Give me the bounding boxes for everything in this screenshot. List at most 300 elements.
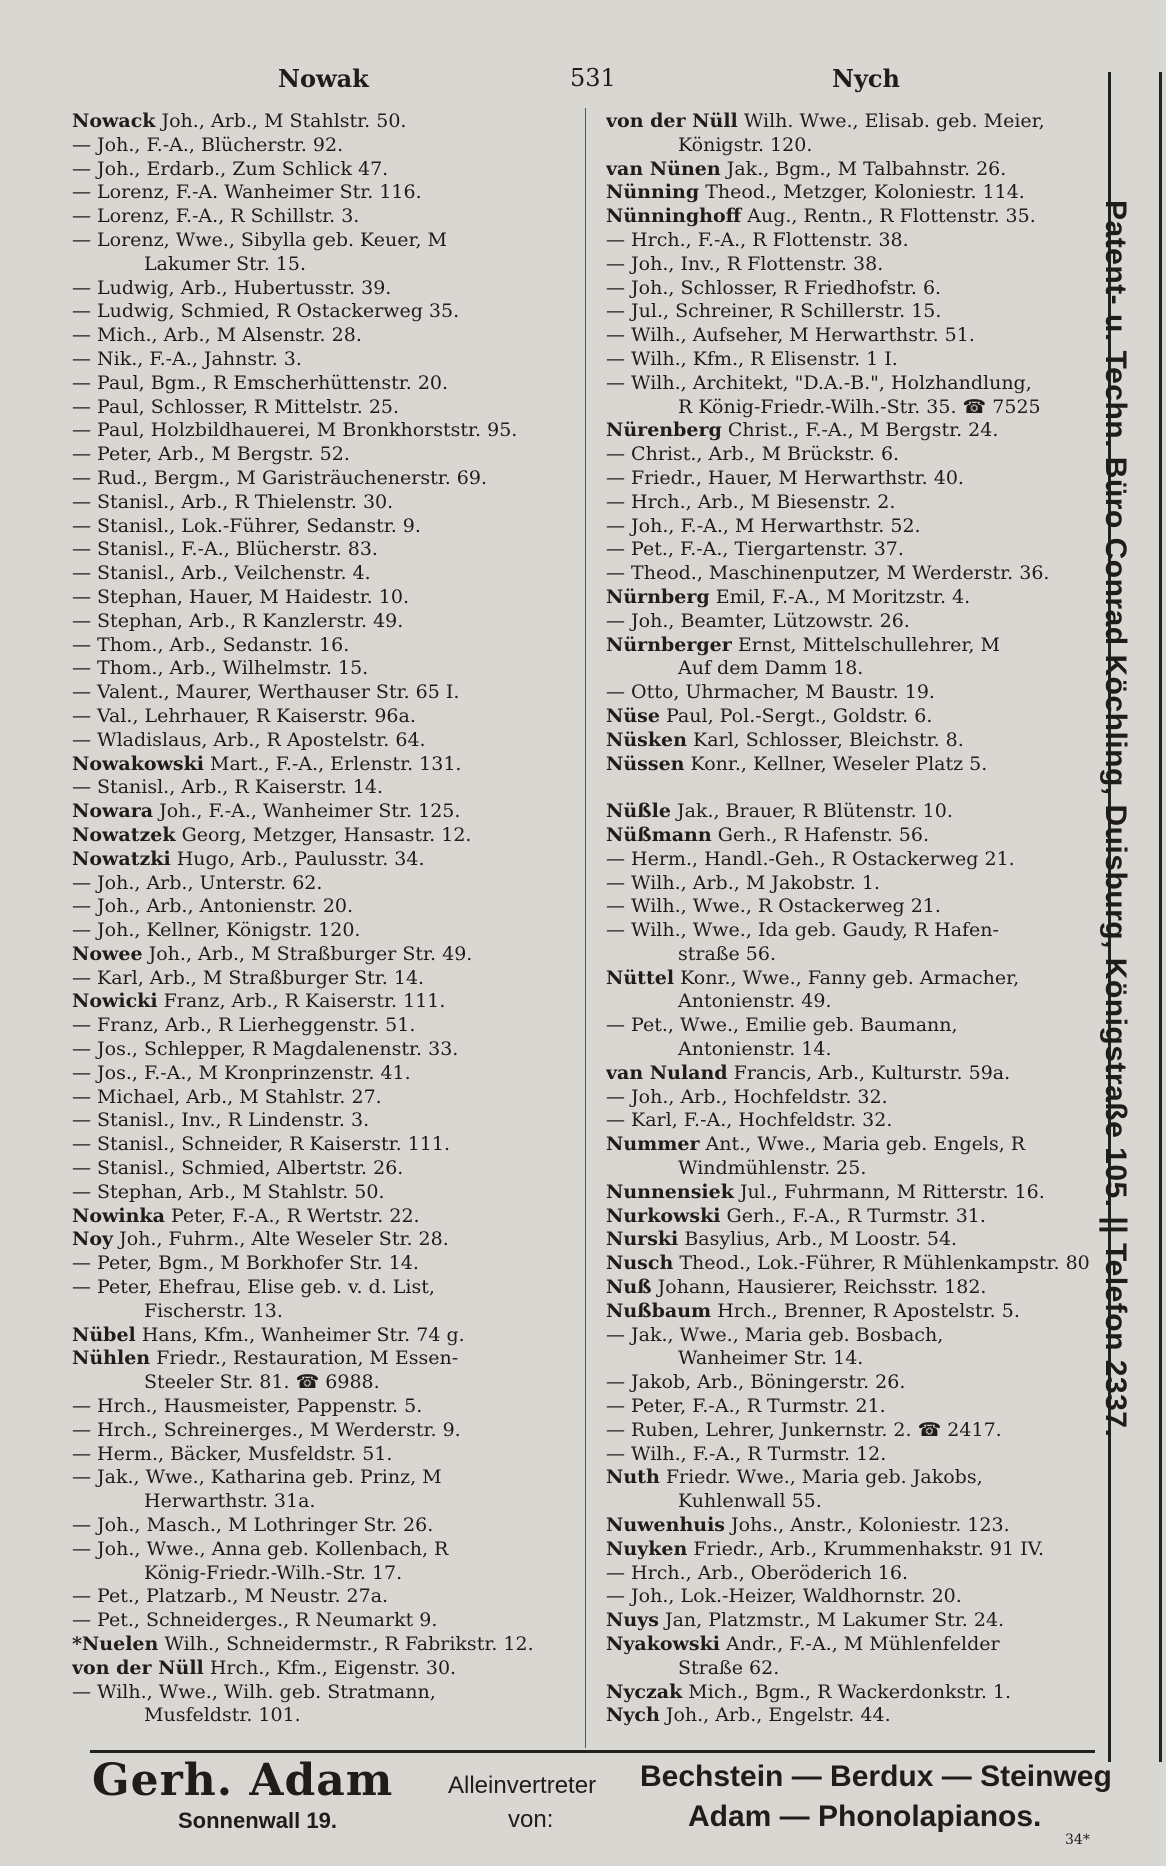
right-column: [606, 110, 1106, 1735]
directory-entry: [606, 1538, 1106, 1562]
directory-entry: [606, 753, 1106, 777]
footer-ad-brands: Bechstein — Berdux — Steinweg: [640, 1760, 1112, 1793]
entry-text: Königstr. 120.: [678, 133, 813, 156]
entry-text: — Joh., Beamter, Lützowstr. 26.: [606, 609, 910, 632]
entry-text: — Herm., Handl.-Geh., R Ostackerweg 21.: [606, 847, 1015, 870]
entry-text: — Stanisl., Schmied, Albertstr. 26.: [72, 1157, 404, 1180]
directory-entry: [606, 1490, 1106, 1514]
entry-text: — Lorenz, Wwe., Sibylla geb. Keuer, M: [72, 228, 447, 251]
entry-surname: Nuyken: [606, 1537, 688, 1560]
directory-entry: [606, 1633, 1106, 1657]
entry-text: — Karl, F.-A., Hochfeldstr. 32.: [606, 1109, 893, 1132]
directory-entry: [72, 1443, 577, 1467]
entry-text: Jan, Platzmstr., M Lakumer Str. 24.: [664, 1609, 1005, 1632]
entry-text: Kuhlenwall 55.: [678, 1490, 822, 1513]
directory-entry: [72, 1324, 577, 1348]
directory-entry: [606, 872, 1106, 896]
directory-entry: [606, 586, 1106, 610]
entry-text: Basylius, Arb., M Loostr. 54.: [684, 1228, 958, 1251]
entry-text: Jak., Bgm., M Talbahnstr. 26.: [726, 157, 1007, 180]
entry-text: Peter, F.-A., R Wertstr. 22.: [170, 1204, 420, 1227]
entry-text: — Thom., Arb., Sedanstr. 16.: [72, 633, 350, 656]
entry-text: — Stanisl., Arb., Veilchenstr. 4.: [72, 562, 371, 585]
directory-entry: [606, 491, 1106, 515]
directory-entry: [72, 1157, 577, 1181]
directory-entry: [606, 1443, 1106, 1467]
directory-entry: [606, 1395, 1106, 1419]
directory-entry: [72, 1657, 577, 1681]
entry-text: Franz, Arb., R Kaiserstr. 111.: [163, 990, 446, 1013]
entry-text: — Peter, Bgm., M Borkhofer Str. 14.: [72, 1252, 419, 1275]
directory-entry: [72, 705, 577, 729]
directory-entry: [606, 634, 1106, 658]
entry-text: — Valent., Maurer, Werthauser Str. 65 I.: [72, 681, 460, 704]
entry-text: — Joh., Schlosser, R Friedhofstr. 6.: [606, 276, 942, 299]
entry-text: — Joh., Wwe., Anna geb. Kollenbach, R: [72, 1537, 449, 1560]
entry-text: Aug., Rentn., R Flottenstr. 35.: [747, 205, 1036, 228]
directory-entry: [606, 729, 1106, 753]
entry-text: Andr., F.-A., M Mühlenfelder: [726, 1633, 1000, 1655]
directory-entry: [606, 895, 1106, 919]
entry-text: — Stanisl., Arb., R Kaiserstr. 14.: [72, 776, 384, 799]
directory-entry: [72, 776, 577, 800]
entry-text: — Stanisl., Arb., R Thielenstr. 30.: [72, 490, 394, 513]
entry-text: Musfeldstr. 101.: [144, 1704, 301, 1727]
entry-text: — Pet., Schneiderges., R Neumarkt 9.: [72, 1609, 438, 1632]
directory-entry: [72, 681, 577, 705]
directory-entry: [606, 1181, 1106, 1205]
directory-entry: [72, 1205, 577, 1229]
entry-surname: Nowinka: [72, 1204, 165, 1227]
directory-entry: [72, 1395, 577, 1419]
directory-entry: [72, 538, 577, 562]
entry-surname: Nuth: [606, 1466, 660, 1489]
directory-entry: [72, 1633, 577, 1657]
entry-surname: Nyakowski: [606, 1633, 720, 1655]
directory-entry: [606, 1038, 1106, 1062]
footer-ad-address: Sonnenwall 19.: [178, 1808, 337, 1833]
entry-text: Gerh., R Hafenstr. 56.: [717, 823, 930, 846]
entry-text: Paul, Pol.-Sergt., Goldstr. 6.: [666, 704, 933, 727]
directory-entry: [606, 1205, 1106, 1229]
entry-surname: Nurkowski: [606, 1204, 721, 1227]
entry-text: Joh., Arb., Engelstr. 44.: [665, 1704, 891, 1727]
entry-text: — Joh., F.-A., Blücherstr. 92.: [72, 133, 344, 156]
entry-text: — Theod., Maschinenputzer, M Werderstr. 36.: [606, 562, 1050, 585]
entry-surname: Nürenberg: [606, 419, 722, 442]
entry-text: — Wilh., Arb., M Jakobstr. 1.: [606, 871, 880, 894]
entry-text: Karl, Schlosser, Bleichstr. 8.: [693, 728, 964, 751]
directory-entry: [72, 1347, 577, 1371]
entry-text: Joh., Arb., M Straßburger Str. 49.: [148, 942, 473, 965]
directory-entry: [606, 348, 1106, 372]
entry-text: Emil, F.-A., M Moritzstr. 4.: [715, 585, 971, 608]
directory-entry: [72, 181, 577, 205]
entry-text: Konr., Kellner, Weseler Platz 5.: [690, 752, 988, 775]
entry-text: Ernst, Mittelschullehrer, M: [737, 633, 1000, 656]
entry-text: — Christ., Arb., M Brückstr. 6.: [606, 443, 900, 466]
page-number: 531: [570, 64, 616, 92]
entry-text: Antonienstr. 49.: [678, 990, 832, 1013]
directory-entry: [606, 1419, 1106, 1443]
entry-text: — Ludwig, Schmied, R Ostackerweg 35.: [72, 300, 460, 323]
entry-text: Theod., Lok.-Führer, R Mühlenkampstr. 80: [679, 1252, 1090, 1275]
entry-text: [606, 776, 612, 798]
directory-entry: [606, 324, 1106, 348]
directory-entry: [606, 110, 1106, 134]
directory-entry: [72, 1133, 577, 1157]
directory-entry: [72, 753, 577, 777]
entry-surname: Nürnberger: [606, 633, 732, 656]
entry-text: — Jos., Schlepper, R Magdalenenstr. 33.: [72, 1038, 459, 1061]
entry-text: Mich., Bgm., R Wackerdonkstr. 1.: [688, 1680, 1012, 1703]
entry-text: straße 56.: [678, 942, 776, 965]
directory-entry: [606, 800, 1106, 824]
entry-text: Christ., F.-A., M Bergstr. 24.: [727, 419, 999, 442]
entry-text: Herwarthstr. 31a.: [144, 1490, 316, 1513]
entry-surname: van Nünen: [606, 157, 721, 180]
entry-text: — Hrch., Arb., Oberöderich 16.: [606, 1561, 908, 1584]
directory-entry: [72, 1014, 577, 1038]
directory-entry: [72, 1490, 577, 1514]
entry-surname: Nuys: [606, 1609, 659, 1632]
directory-entry: [72, 1228, 577, 1252]
directory-entry: [72, 634, 577, 658]
entry-text: Hans, Kfm., Wanheimer Str. 74 g.: [141, 1323, 465, 1346]
header-right-keyword: Nych: [832, 64, 900, 93]
directory-entry: [72, 1276, 577, 1300]
entry-text: — Paul, Bgm., R Emscherhüttenstr. 20.: [72, 371, 449, 394]
directory-entry: [72, 586, 577, 610]
directory-entry: [606, 205, 1106, 229]
entry-text: — Hrch., Schreinerges., M Werderstr. 9.: [72, 1418, 461, 1441]
footer-ad-role: Alleinvertreter: [448, 1772, 597, 1799]
entry-surname: Nych: [606, 1704, 660, 1727]
entry-text: — Joh., Arb., Unterstr. 62.: [72, 871, 323, 894]
entry-text: — Jak., Wwe., Maria geb. Bosbach,: [606, 1323, 944, 1346]
entry-text: — Herm., Bäcker, Musfeldstr. 51.: [72, 1442, 393, 1465]
entry-text: Theod., Metzger, Koloniestr. 114.: [705, 181, 1025, 204]
directory-entry: [606, 1514, 1106, 1538]
entry-surname: von der Nüll: [606, 110, 738, 132]
footer-ad-brands-2: Adam — Phonolapianos.: [688, 1800, 1042, 1833]
directory-entry: [72, 253, 577, 277]
entry-text: — Stanisl., Inv., R Lindenstr. 3.: [72, 1109, 370, 1132]
directory-entry: [606, 419, 1106, 443]
entry-surname: Nowee: [72, 942, 143, 965]
entry-text: — Wilh., F.-A., R Turmstr. 12.: [606, 1442, 887, 1465]
directory-entry: [606, 1157, 1106, 1181]
directory-entry: [606, 396, 1106, 420]
entry-text: — Paul, Schlosser, R Mittelstr. 25.: [72, 395, 400, 418]
directory-entry: [72, 943, 577, 967]
directory-entry: [72, 610, 577, 634]
directory-entry: [606, 1704, 1106, 1728]
directory-entry: [72, 1562, 577, 1586]
entry-text: — Stephan, Arb., R Kanzlerstr. 49.: [72, 609, 404, 632]
directory-entry: [72, 134, 577, 158]
directory-entry: [606, 1300, 1106, 1324]
directory-entry: [72, 1514, 577, 1538]
entry-text: Auf dem Damm 18.: [678, 657, 864, 680]
entry-text: — Joh., Inv., R Flottenstr. 38.: [606, 252, 884, 275]
directory-entry: [72, 1371, 577, 1395]
directory-entry: [72, 110, 577, 134]
entry-text: — Nik., F.-A., Jahnstr. 3.: [72, 347, 302, 370]
entry-surname: Nowakowski: [72, 752, 204, 775]
directory-entry: [72, 1609, 577, 1633]
directory-entry: [72, 491, 577, 515]
left-column: [72, 110, 577, 1735]
entry-text: Friedr. Wwe., Maria geb. Jakobs,: [665, 1466, 983, 1489]
directory-entry: [72, 158, 577, 182]
directory-entry: [606, 967, 1106, 991]
directory-entry: [606, 943, 1106, 967]
entry-text: Konr., Wwe., Fanny geb. Armacher,: [680, 966, 1020, 989]
directory-entry: [606, 443, 1106, 467]
directory-entry: [72, 800, 577, 824]
directory-entry: [72, 1538, 577, 1562]
entry-surname: Nüßmann: [606, 823, 712, 846]
entry-text: — Stephan, Hauer, M Haidestr. 10.: [72, 585, 409, 608]
entry-surname: Nusch: [606, 1252, 674, 1275]
directory-entry: [606, 1014, 1106, 1038]
directory-entry: [606, 515, 1106, 539]
directory-entry: [72, 919, 577, 943]
entry-surname: Nürnberg: [606, 585, 710, 608]
entry-text: — Wilh., Architekt, "D.A.-B.", Holzhandlung,: [606, 371, 1032, 394]
directory-entry: [72, 872, 577, 896]
entry-text: Gerh., F.-A., R Turmstr. 31.: [726, 1204, 986, 1227]
directory-entry: [606, 158, 1106, 182]
directory-entry: [606, 134, 1106, 158]
column-divider: [585, 108, 586, 1748]
entry-text: Georg, Metzger, Hansastr. 12.: [181, 823, 472, 846]
directory-entry: [606, 990, 1106, 1014]
entry-text: Antonienstr. 14.: [678, 1038, 832, 1061]
directory-entry: [72, 1252, 577, 1276]
entry-surname: Nowara: [72, 800, 154, 823]
directory-entry: [606, 1562, 1106, 1586]
directory-entry: [606, 776, 1106, 800]
entry-text: — Joh., Masch., M Lothringer Str. 26.: [72, 1514, 434, 1537]
directory-entry: [606, 467, 1106, 491]
directory-entry: [606, 372, 1106, 396]
entry-text: — Michael, Arb., M Stahlstr. 27.: [72, 1085, 382, 1108]
entry-surname: Nünning: [606, 181, 700, 204]
entry-surname: Nowicki: [72, 990, 158, 1013]
entry-surname: Nowatzek: [72, 823, 176, 846]
footer-ad-von: von:: [508, 1806, 554, 1833]
directory-entry: [606, 229, 1106, 253]
directory-entry: [72, 1300, 577, 1324]
entry-text: Mart., F.-A., Erlenstr. 131.: [210, 752, 462, 775]
directory-entry: [606, 562, 1106, 586]
entry-surname: Nußbaum: [606, 1299, 712, 1322]
side-advert-text: Patent- u. Techn. Büro Conrad Köchling, Duisburg, Königstraße 105. || Telefon 2337.: [1099, 200, 1132, 1438]
entry-text: R König-Friedr.-Wilh.-Str. 35. ☎ 7525: [678, 395, 1041, 418]
directory-entry: [72, 1038, 577, 1062]
entry-surname: Nuwenhuis: [606, 1514, 725, 1537]
entry-text: — Friedr., Hauer, M Herwarthstr. 40.: [606, 466, 964, 489]
entry-surname: Nummer: [606, 1133, 700, 1156]
directory-entry: [72, 824, 577, 848]
entry-text: — Stanisl., F.-A., Blücherstr. 83.: [72, 538, 378, 561]
directory-entry: [72, 324, 577, 348]
entry-text: — Lorenz, F.-A. Wanheimer Str. 116.: [72, 181, 422, 204]
entry-text: — Joh., Lok.-Heizer, Waldhornstr. 20.: [606, 1585, 962, 1608]
directory-entry: [606, 1681, 1106, 1705]
entry-text: Francis, Arb., Kulturstr. 59a.: [733, 1061, 1011, 1084]
entry-surname: Nüsken: [606, 728, 687, 751]
entry-text: — Peter, F.-A., R Turmstr. 21.: [606, 1395, 886, 1418]
directory-entry: [606, 1585, 1106, 1609]
entry-text: — Otto, Uhrmacher, M Baustr. 19.: [606, 681, 935, 704]
directory-entry: [606, 1347, 1106, 1371]
entry-text: — Hrch., Hausmeister, Pappenstr. 5.: [72, 1395, 423, 1418]
entry-surname: Nüttel: [606, 966, 675, 989]
entry-surname: Nowatzki: [72, 847, 171, 870]
entry-text: — Joh., Kellner, Königstr. 120.: [72, 919, 361, 942]
directory-entry: [72, 300, 577, 324]
entry-surname: van Nuland: [606, 1061, 728, 1084]
entry-text: — Pet., F.-A., Tiergartenstr. 37.: [606, 538, 904, 561]
entry-text: — Wilh., Wwe., Ida geb. Gaudy, R Hafen-: [606, 919, 999, 942]
entry-text: — Joh., Erdarb., Zum Schlick 47.: [72, 157, 389, 180]
directory-entry: [606, 1276, 1106, 1300]
entry-surname: Nüssen: [606, 752, 685, 775]
entry-text: — Val., Lehrhauer, R Kaiserstr. 96a.: [72, 704, 416, 727]
directory-entry: [72, 657, 577, 681]
directory-entry: [606, 538, 1106, 562]
directory-entry: [72, 205, 577, 229]
directory-entry: [72, 1704, 577, 1728]
entry-text: — Mich., Arb., M Alsenstr. 28.: [72, 324, 362, 347]
directory-entry: [72, 515, 577, 539]
entry-text: — Peter, Ehefrau, Elise geb. v. d. List,: [72, 1276, 435, 1299]
entry-text: — Jak., Wwe., Katharina geb. Prinz, M: [72, 1466, 442, 1489]
entry-text: — Jul., Schreiner, R Schillerstr. 15.: [606, 300, 942, 323]
entry-text: Joh., F.-A., Wanheimer Str. 125.: [159, 800, 461, 823]
entry-text: Ant., Wwe., Maria geb. Engels, R: [705, 1133, 1026, 1156]
directory-entry: [606, 1324, 1106, 1348]
entry-surname: Nunnensiek: [606, 1180, 734, 1203]
entry-text: — Ruben, Lehrer, Junkernstr. 2. ☎ 2417.: [606, 1418, 1002, 1441]
directory-entry: [72, 1109, 577, 1133]
entry-text: — Hrch., F.-A., R Flottenstr. 38.: [606, 228, 909, 251]
directory-entry: [72, 419, 577, 443]
directory-entry: [606, 1609, 1106, 1633]
directory-entry: [72, 895, 577, 919]
entry-text: Johs., Anstr., Koloniestr. 123.: [731, 1514, 1010, 1537]
directory-entry: [72, 467, 577, 491]
entry-text: Joh., Fuhrm., Alte Weseler Str. 28.: [119, 1228, 449, 1251]
entry-text: — Wilh., Wwe., R Ostackerweg 21.: [606, 895, 941, 918]
entry-text: Steeler Str. 81. ☎ 6988.: [144, 1371, 380, 1394]
entry-text: — Peter, Arb., M Bergstr. 52.: [72, 443, 350, 466]
entry-text: — Joh., F.-A., M Herwarthstr. 52.: [606, 514, 921, 537]
entry-surname: Nyczak: [606, 1680, 683, 1703]
entry-text: Friedr., Restauration, M Essen-: [156, 1347, 459, 1370]
directory-entry: [606, 1252, 1106, 1276]
entry-text: Hrch., Kfm., Eigenstr. 30.: [209, 1656, 457, 1679]
entry-surname: *Nuelen: [72, 1633, 159, 1655]
entry-text: — Jos., F.-A., M Kronprinzenstr. 41.: [72, 1061, 411, 1084]
entry-surname: Nüßle: [606, 800, 671, 823]
entry-text: Wilh., Schneidermstr., R Fabrikstr. 12.: [164, 1633, 534, 1655]
entry-surname: Nowack: [72, 110, 156, 132]
directory-entry: [72, 1086, 577, 1110]
directory-entry: [72, 277, 577, 301]
directory-entry: [606, 1133, 1106, 1157]
directory-entry: [72, 967, 577, 991]
entry-text: Joh., Arb., M Stahlstr. 50.: [161, 110, 407, 132]
directory-entry: [72, 1419, 577, 1443]
entry-text: — Wladislaus, Arb., R Apostelstr. 64.: [72, 728, 426, 751]
entry-text: Windmühlenstr. 25.: [678, 1157, 867, 1180]
directory-entry: [606, 181, 1106, 205]
directory-entry: [606, 300, 1106, 324]
entry-text: — Wilh., Kfm., R Elisenstr. 1 I.: [606, 347, 898, 370]
directory-entry: [72, 443, 577, 467]
printer-signature: 34*: [1065, 1832, 1090, 1848]
entry-surname: Nuß: [606, 1276, 652, 1299]
directory-entry: [72, 348, 577, 372]
directory-entry: [606, 681, 1106, 705]
entry-text: — Jakob, Arb., Böningerstr. 26.: [606, 1371, 906, 1394]
entry-surname: von der Nüll: [72, 1656, 204, 1679]
entry-text: Jul., Fuhrmann, M Ritterstr. 16.: [739, 1180, 1045, 1203]
entry-text: — Ludwig, Arb., Hubertusstr. 39.: [72, 276, 392, 299]
directory-entry: [606, 253, 1106, 277]
entry-text: Wilh. Wwe., Elisab. geb. Meier,: [743, 110, 1045, 132]
entry-text: — Paul, Holzbildhauerei, M Bronkhorststr. 95.: [72, 419, 518, 442]
entry-text: — Wilh., Aufseher, M Herwarthstr. 51.: [606, 324, 975, 347]
directory-entry: [606, 1657, 1106, 1681]
directory-entry: [72, 1181, 577, 1205]
entry-text: — Pet., Platzarb., M Neustr. 27a.: [72, 1585, 389, 1608]
directory-entry: [606, 657, 1106, 681]
directory-entry: [606, 919, 1106, 943]
entry-text: Straße 62.: [678, 1656, 780, 1679]
entry-text: Wanheimer Str. 14.: [678, 1347, 864, 1370]
entry-text: — Stephan, Arb., M Stahlstr. 50.: [72, 1180, 385, 1203]
entry-text: — Pet., Wwe., Emilie geb. Baumann,: [606, 1014, 958, 1037]
entry-text: König-Friedr.-Wilh.-Str. 17.: [144, 1561, 403, 1584]
directory-entry: [606, 848, 1106, 872]
entry-text: — Lorenz, F.-A., R Schillstr. 3.: [72, 205, 360, 228]
entry-text: — Wilh., Wwe., Wilh. geb. Stratmann,: [72, 1680, 436, 1703]
entry-text: — Thom., Arb., Wilhelmstr. 15.: [72, 657, 369, 680]
entry-text: — Hrch., Arb., M Biesenstr. 2.: [606, 490, 896, 513]
header-left-keyword: Nowak: [278, 64, 369, 93]
directory-entry: [72, 729, 577, 753]
directory-entry: [606, 824, 1106, 848]
entry-text: — Joh., Arb., Antonienstr. 20.: [72, 895, 354, 918]
directory-entry: [72, 229, 577, 253]
directory-entry: [606, 277, 1106, 301]
directory-entry: [72, 562, 577, 586]
directory-entry: [606, 1466, 1106, 1490]
directory-entry: [72, 396, 577, 420]
directory-entry: [72, 848, 577, 872]
directory-entry: [72, 1585, 577, 1609]
entry-text: — Joh., Arb., Hochfeldstr. 32.: [606, 1085, 888, 1108]
entry-surname: Nübel: [72, 1323, 136, 1346]
entry-text: Lakumer Str. 15.: [144, 252, 307, 275]
entry-surname: Nüse: [606, 704, 660, 727]
entry-text: — Rud., Bergm., M Garisträuchenerstr. 69.: [72, 466, 488, 489]
